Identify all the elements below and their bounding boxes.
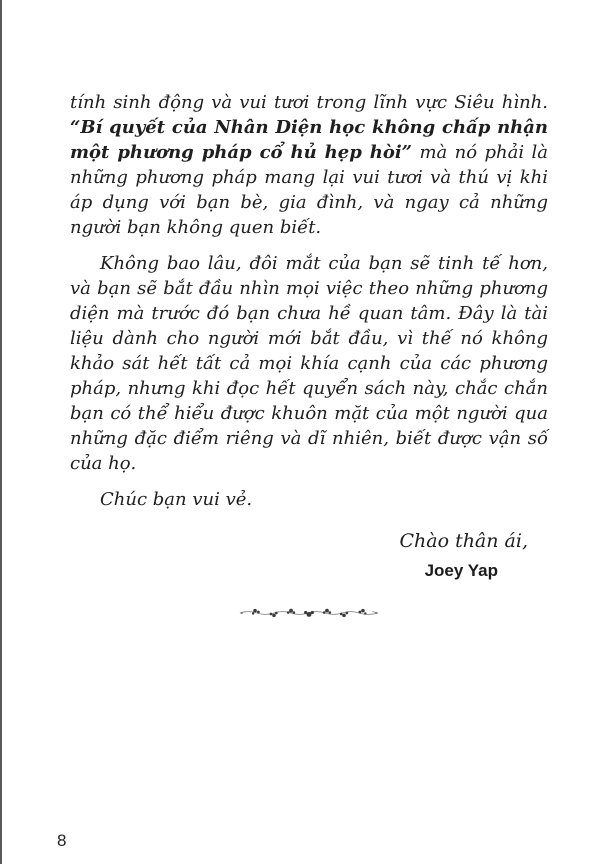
page-left-edge-shadow bbox=[0, 0, 2, 864]
page-content bbox=[70, 90, 548, 625]
body-text: Không bao lâu, đôi mắt của bạn sẽ tinh tế hơn, và bạn sẽ bắt đầu nhìn mọi việc theo những phương diện mà trước đó bạn chưa hề quan tâm. Đây là tài liệu dành cho người mới bắt đầu, vì thế nó không khảo sát hết tất cả mọi khía cạnh của các phương pháp, nhưng khi đọc hết quyển sách này, chắc chắn bạn có thể hiểu được khuôn mặt của một người qua những đặc điểm riêng và dĩ nhiên, biết được vận số của họ. bbox=[70, 253, 548, 474]
body-text: Chúc bạn vui vẻ. bbox=[100, 489, 253, 510]
bold-emphasis-text: “Bí quyết của Nhân Diện học không chấp nhận một phương pháp cổ hủ hẹp hòi” bbox=[70, 117, 548, 163]
closing-salutation: Chào thân ái, bbox=[399, 530, 528, 552]
paragraph-2 bbox=[70, 251, 548, 476]
floral-vine-icon bbox=[238, 605, 380, 621]
paragraph-3 bbox=[70, 487, 548, 512]
body-text: tính sinh động và vui tươi trong lĩnh vực Siêu hình. bbox=[70, 92, 548, 113]
floral-divider-ornament bbox=[70, 605, 548, 625]
author-signature: Joey Yap bbox=[424, 561, 498, 580]
paragraph-1 bbox=[70, 90, 548, 240]
page-number: 8 bbox=[57, 831, 67, 850]
body-text: mà nó phải là những phương pháp mang lại vui tươi và thú vị khi áp dụng với bạn bè, gia đình, và ngay cả những người bạn không quen biết. bbox=[70, 142, 549, 238]
body-paragraphs bbox=[70, 90, 548, 512]
